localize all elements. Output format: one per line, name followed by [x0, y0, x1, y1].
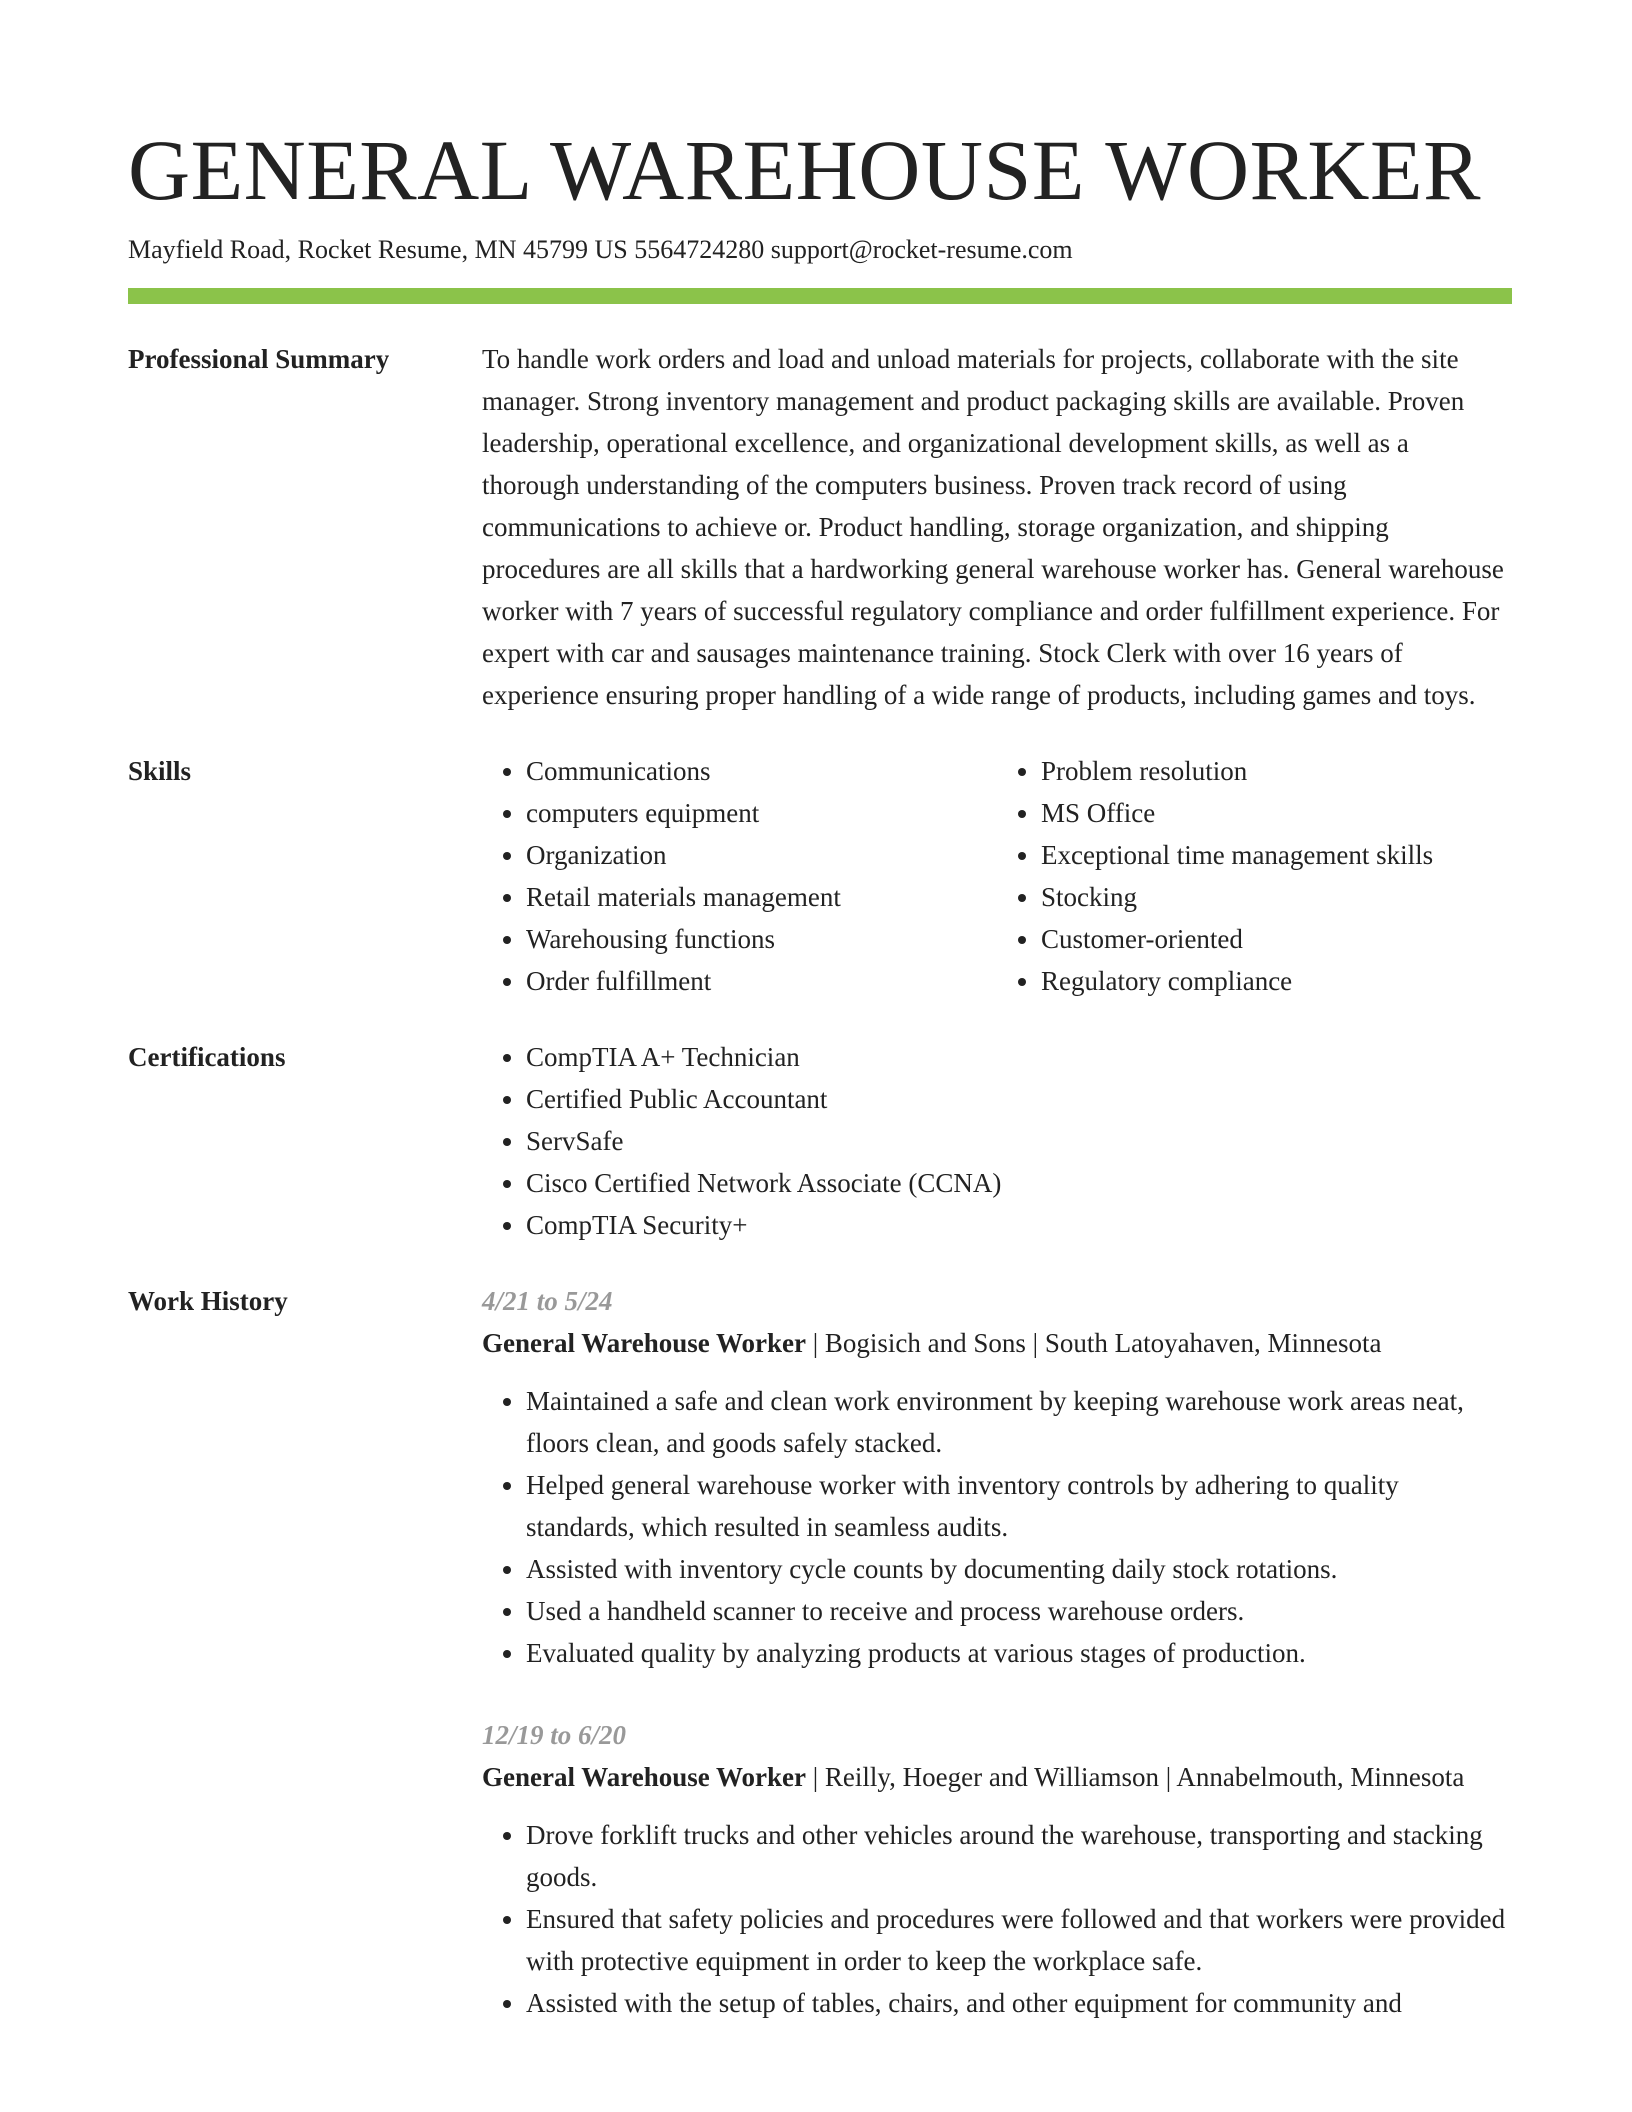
- skill-item: • Warehousing functions: [526, 918, 997, 960]
- contact-line: Mayfield Road, Rocket Resume, MN 45799 US 5564724280 support@rocket-resume.com: [128, 235, 1073, 264]
- job-bullet: • Maintained a safe and clean work environment by keeping warehouse work areas neat, floors clean, and goods safely stacked.: [526, 1380, 1512, 1464]
- skills-section: [128, 750, 1512, 1002]
- job-title: General Warehouse Worker: [482, 1762, 806, 1792]
- skill-item: • Organization: [526, 834, 997, 876]
- job-bullet: • Assisted with the setup of tables, chairs, and other equipment for community and: [526, 1982, 1512, 2024]
- certification-item: • ServSafe: [526, 1120, 1512, 1162]
- job-bullet: • Used a handheld scanner to receive and process warehouse orders.: [526, 1590, 1512, 1632]
- certifications-section: [128, 1036, 1512, 1246]
- certification-item: • Certified Public Accountant: [526, 1078, 1512, 1120]
- skill-item: • MS Office: [1041, 792, 1512, 834]
- job-entry: [482, 1714, 1512, 2024]
- job-bullet: • Helped general warehouse worker with inventory controls by adhering to quality standards, which resulted in seamless audits.: [526, 1464, 1512, 1548]
- job-bullet: • Evaluated quality by analyzing products at various stages of production.: [526, 1632, 1512, 1674]
- job-bullet: • Drove forklift trucks and other vehicles around the warehouse, transporting and stacking goods.: [526, 1814, 1512, 1898]
- job-header: [482, 1322, 1512, 1364]
- job-header: [482, 1756, 1512, 1798]
- skills-list-right: [997, 750, 1512, 1002]
- job-dates: 4/21 to 5/24: [482, 1286, 613, 1316]
- job-bullet: • Assisted with inventory cycle counts by documenting daily stock rotations.: [526, 1548, 1512, 1590]
- resume-page: [128, 118, 1512, 2064]
- summary-text: To handle work orders and load and unload materials for projects, collaborate with the site manager. Strong inventory management and product packaging skills are available. Proven leadership, operational excellence, and organizational development skills, as well as a thorough understanding of the computers business. Proven track record of using communications to achieve or. Product handling, storage organization, and shipping procedures are all skills that a hardworking general warehouse worker has. General warehouse worker with 7 years of successful regulatory compliance and order fulfillment experience. For expert with car and sausages maintenance training. Stock Clerk with over 16 years of experience ensuring proper handling of a wide range of products, including games and toys.: [482, 344, 1504, 710]
- skill-item: • Problem resolution: [1041, 750, 1512, 792]
- job-bullets: [482, 1380, 1512, 1674]
- section-title-skills: Skills: [128, 756, 192, 786]
- section-title-work-history: Work History: [128, 1286, 288, 1316]
- certification-item: • CompTIA Security+: [526, 1204, 1512, 1246]
- skill-item: • Customer-oriented: [1041, 918, 1512, 960]
- skill-item: • computers equipment: [526, 792, 997, 834]
- skill-item: • Communications: [526, 750, 997, 792]
- work-history-section: [128, 1280, 1512, 2064]
- skills-list-left: [482, 750, 997, 1002]
- job-dates: 12/19 to 6/20: [482, 1720, 627, 1750]
- certifications-list: [482, 1036, 1512, 1246]
- skill-item: • Order fulfillment: [526, 960, 997, 1002]
- job-title: General Warehouse Worker: [482, 1328, 806, 1358]
- skill-item: • Stocking: [1041, 876, 1512, 918]
- job-bullet: • Ensured that safety policies and procedures were followed and that workers were provided with protective equipment in order to keep the workplace safe.: [526, 1898, 1512, 1982]
- skill-item: • Retail materials management: [526, 876, 997, 918]
- certification-item: • CompTIA A+ Technician: [526, 1036, 1512, 1078]
- skill-item: • Regulatory compliance: [1041, 960, 1512, 1002]
- resume-name: GENERAL WAREHOUSE WORKER: [128, 122, 1481, 218]
- summary-section: [128, 338, 1512, 716]
- certification-item: • Cisco Certified Network Associate (CCNA): [526, 1162, 1512, 1204]
- accent-divider: [128, 288, 1512, 304]
- section-title-certifications: Certifications: [128, 1042, 286, 1072]
- skill-item: • Exceptional time management skills: [1041, 834, 1512, 876]
- job-details: | Bogisich and Sons | South Latoyahaven, Minnesota: [806, 1328, 1382, 1358]
- job-details: | Reilly, Hoeger and Williamson | Annabelmouth, Minnesota: [806, 1762, 1465, 1792]
- job-bullets: [482, 1814, 1512, 2024]
- job-entry: [482, 1280, 1512, 1674]
- section-title-summary: Professional Summary: [128, 344, 390, 374]
